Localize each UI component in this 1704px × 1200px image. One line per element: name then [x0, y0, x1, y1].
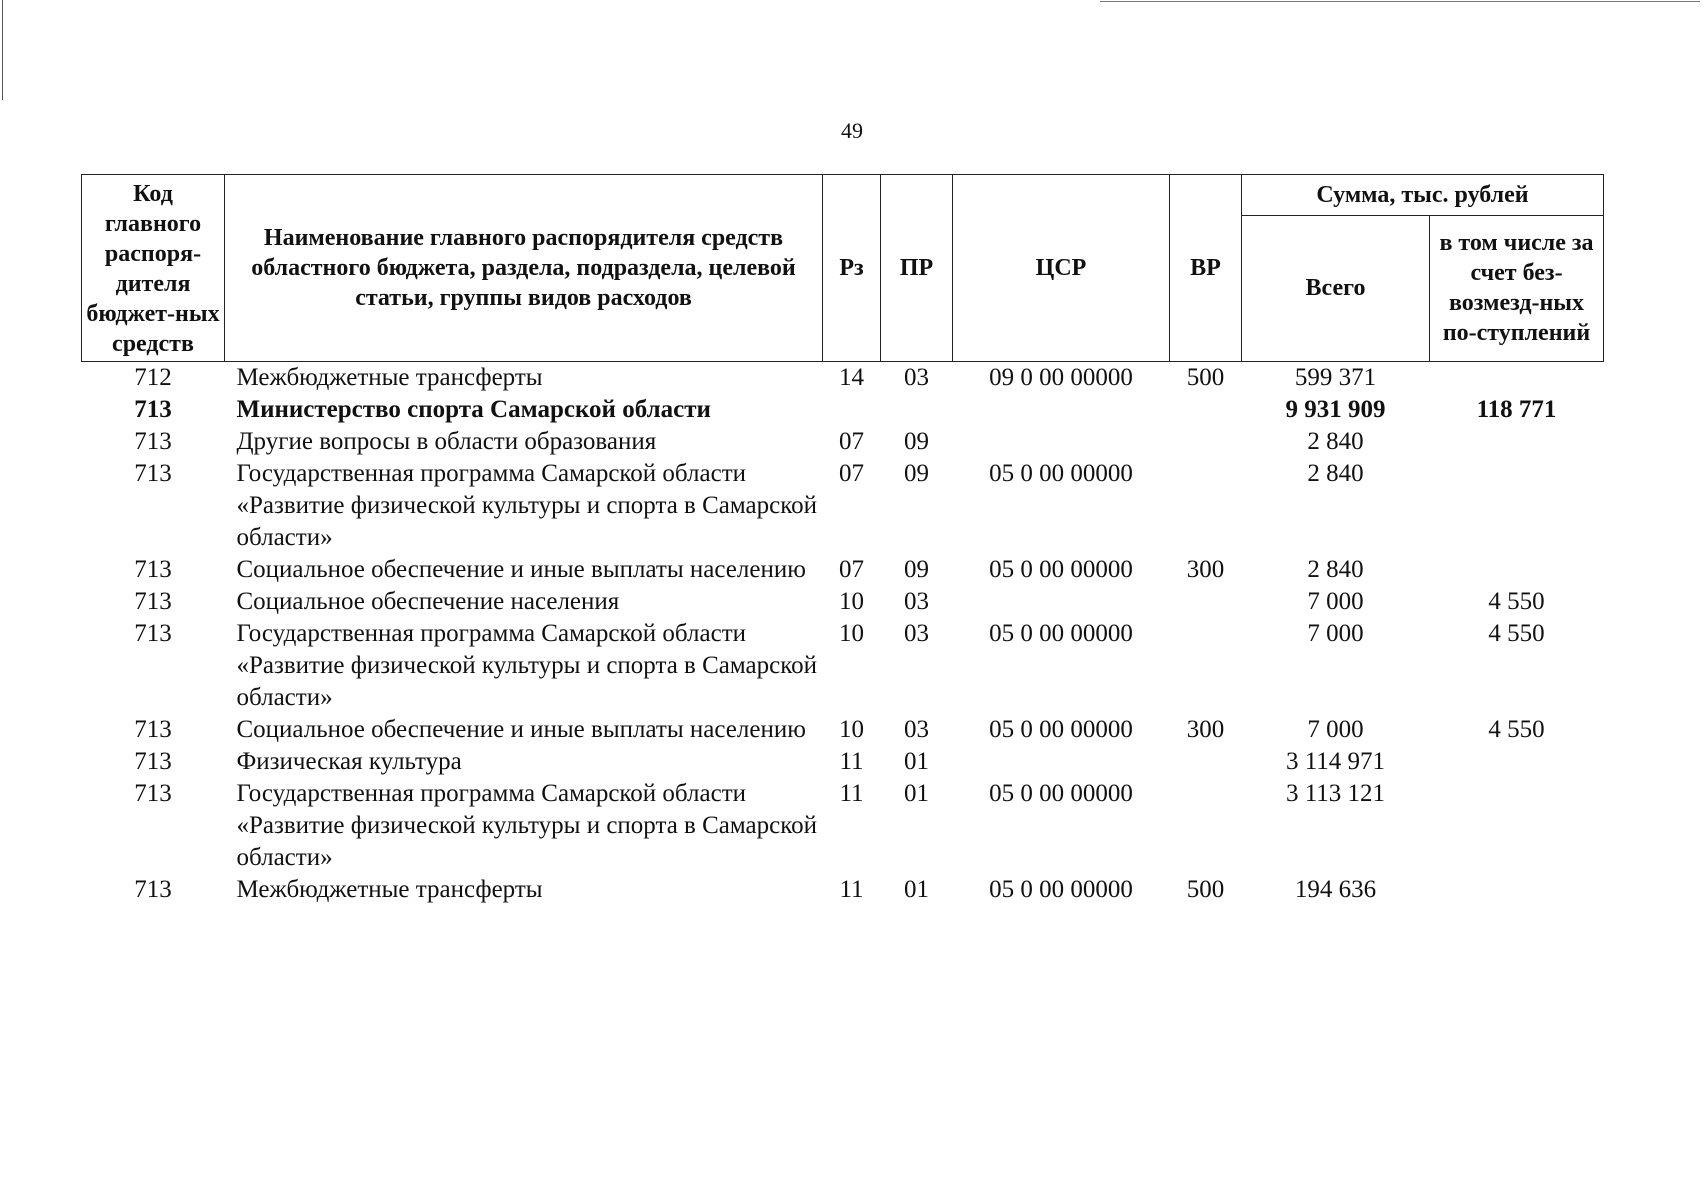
cell-rz: 11: [839, 876, 864, 903]
cell-vr: [1170, 458, 1242, 554]
cell-vr: 500: [1186, 876, 1225, 903]
cell-pr: 01: [904, 748, 929, 775]
table-row: [82, 746, 1604, 778]
cell-pr: 03: [904, 588, 929, 615]
table-body: [82, 362, 1604, 907]
cell-rz: 07: [839, 428, 864, 455]
cell-csr: [953, 586, 1170, 618]
cell-code: 713: [134, 460, 172, 487]
cell-csr: 05 0 00 00000: [989, 620, 1133, 647]
cell-code: 713: [134, 396, 172, 423]
scan-edge-top: [1100, 1, 1700, 2]
cell-code: 713: [134, 780, 172, 807]
cell-code: 713: [134, 428, 172, 455]
cell-pr: 03: [904, 716, 929, 743]
cell-name: Социальное обеспечение населения: [236, 588, 620, 615]
cell-code: 713: [134, 588, 172, 615]
cell-vr: [1170, 586, 1242, 618]
cell-total: 599 371: [1294, 364, 1377, 391]
header-name: Наименование главного распорядителя средств областного бюджета, раздела, подраздела, целевой статьи, группы видов расходов: [225, 175, 823, 362]
header-sum-group: Сумма, тыс. рублей: [1242, 175, 1604, 216]
cell-rz: 10: [839, 716, 864, 743]
cell-rz: 10: [839, 620, 864, 647]
table-header: [82, 175, 1604, 362]
cell-rz: 14: [839, 364, 864, 391]
table-row: [82, 618, 1604, 714]
cell-free: [1430, 362, 1604, 395]
cell-rz: [823, 394, 881, 426]
cell-vr: [1170, 778, 1242, 874]
cell-csr: [953, 394, 1170, 426]
cell-csr: 09 0 00 00000: [989, 364, 1133, 391]
table-row: [82, 554, 1604, 586]
cell-vr: [1170, 618, 1242, 714]
table-row: [82, 362, 1604, 395]
cell-pr: 01: [904, 780, 929, 807]
table-row: [82, 874, 1604, 906]
cell-pr: 01: [904, 876, 929, 903]
cell-total: 3 113 121: [1285, 780, 1386, 807]
cell-free: 4 550: [1488, 620, 1545, 647]
cell-pr: 03: [904, 620, 929, 647]
cell-free: [1430, 874, 1604, 906]
cell-name: Другие вопросы в области образования: [236, 428, 657, 455]
cell-rz: 11: [839, 780, 864, 807]
table-row: [82, 778, 1604, 874]
cell-name: Социальное обеспечение и иные выплаты населению: [236, 556, 806, 583]
header-total: Всего: [1242, 215, 1430, 361]
cell-total: 7 000: [1307, 716, 1364, 743]
cell-free: [1430, 554, 1604, 586]
cell-csr: [953, 746, 1170, 778]
cell-total: 3 114 971: [1285, 748, 1386, 775]
cell-name: Межбюджетные трансферты: [236, 364, 543, 391]
cell-name: Государственная программа Самарской области «Развитие физической культуры и спорта в Самарской области»: [236, 620, 817, 711]
cell-free: [1430, 778, 1604, 874]
header-vr: ВР: [1170, 175, 1242, 362]
cell-total: 2 840: [1307, 428, 1364, 455]
cell-code: 713: [134, 620, 172, 647]
cell-free: [1430, 746, 1604, 778]
cell-name: Министерство спорта Самарской области: [236, 396, 711, 423]
cell-code: 713: [134, 748, 172, 775]
cell-rz: 07: [839, 460, 864, 487]
table-row: [82, 458, 1604, 554]
cell-total: 7 000: [1307, 620, 1364, 647]
cell-total: 2 840: [1307, 556, 1364, 583]
cell-csr: 05 0 00 00000: [989, 876, 1133, 903]
header-code: Код главного распоря-дителя бюджет-ных средств: [82, 175, 225, 362]
cell-vr: 500: [1186, 364, 1225, 391]
cell-csr: 05 0 00 00000: [989, 556, 1133, 583]
cell-name: Государственная программа Самарской области «Развитие физической культуры и спорта в Самарской области»: [236, 460, 817, 551]
cell-vr: 300: [1186, 556, 1225, 583]
header-pr: ПР: [881, 175, 953, 362]
table-row: [82, 714, 1604, 746]
header-csr: ЦСР: [953, 175, 1170, 362]
cell-csr: [953, 426, 1170, 458]
scan-edge-left: [2, 0, 3, 100]
cell-vr: [1170, 746, 1242, 778]
cell-total: 9 931 909: [1285, 396, 1386, 423]
cell-csr: 05 0 00 00000: [989, 716, 1133, 743]
cell-name: Социальное обеспечение и иные выплаты населению: [236, 716, 806, 743]
cell-pr: 09: [904, 460, 929, 487]
cell-name: Физическая культура: [236, 748, 462, 775]
cell-pr: [881, 394, 953, 426]
cell-pr: 09: [904, 428, 929, 455]
header-free-receipts: в том числе за счет без-возмезд-ных по-ступлений: [1430, 215, 1604, 361]
cell-rz: 11: [839, 748, 864, 775]
cell-rz: 07: [839, 556, 864, 583]
header-rz: Рз: [823, 175, 881, 362]
cell-code: 713: [134, 876, 172, 903]
table-row: [82, 394, 1604, 426]
cell-free: 4 550: [1488, 588, 1545, 615]
cell-free: 118 771: [1476, 396, 1557, 423]
cell-pr: 03: [904, 364, 929, 391]
cell-free: 4 550: [1488, 716, 1545, 743]
cell-code: 713: [134, 716, 172, 743]
budget-table: [81, 174, 1604, 906]
cell-free: [1430, 458, 1604, 554]
table-row: [82, 426, 1604, 458]
cell-name: Государственная программа Самарской области «Развитие физической культуры и спорта в Самарской области»: [236, 780, 817, 871]
cell-rz: 10: [839, 588, 864, 615]
table-row: [82, 586, 1604, 618]
page-number: 49: [841, 118, 863, 143]
cell-total: 2 840: [1307, 460, 1364, 487]
cell-total: 7 000: [1307, 588, 1364, 615]
cell-csr: 05 0 00 00000: [989, 460, 1133, 487]
cell-vr: 300: [1186, 716, 1225, 743]
cell-vr: [1170, 394, 1242, 426]
cell-code: 712: [134, 364, 172, 391]
cell-csr: 05 0 00 00000: [989, 780, 1133, 807]
cell-total: 194 636: [1294, 876, 1377, 903]
cell-vr: [1170, 426, 1242, 458]
cell-pr: 09: [904, 556, 929, 583]
cell-free: [1430, 426, 1604, 458]
cell-code: 713: [134, 556, 172, 583]
cell-name: Межбюджетные трансферты: [236, 876, 543, 903]
